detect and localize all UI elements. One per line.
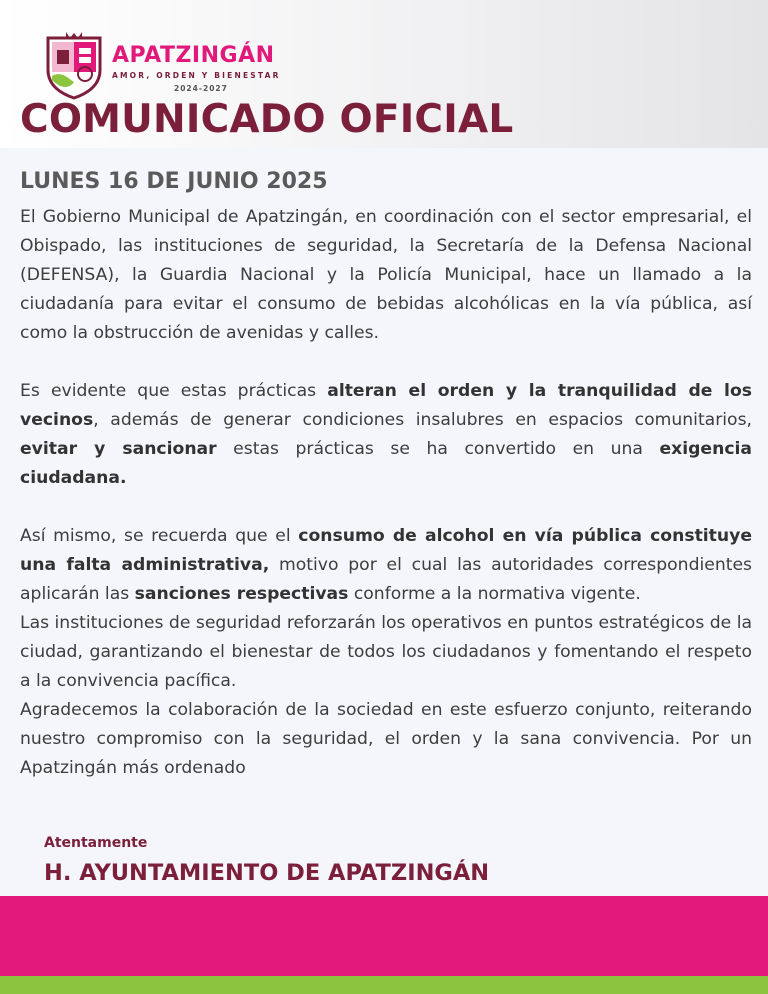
paragraph-3-bold-2: sanciones respectivas bbox=[134, 584, 349, 604]
paragraph-3-bold-1: consumo de alcohol en vía pública constituye una falta administrativa, bbox=[20, 526, 752, 575]
brand-slogan: AMOR, ORDEN Y BIENESTAR bbox=[112, 71, 281, 80]
paragraph-3-text-3: conforme a la normativa vigente. bbox=[348, 584, 641, 604]
paragraph-4: Las instituciones de seguridad reforzarán los operativos en puntos estratégicos de la ciudad, garantizando el bienestar de todos los ciudadanos y fomentando el respeto a la convivencia pacífica. bbox=[20, 613, 752, 691]
communique-date: LUNES 16 DE JUNIO 2025 bbox=[20, 169, 328, 194]
paragraph-1: El Gobierno Municipal de Apatzingán, en coordinación con el sector empresarial, el Obispado, las instituciones de seguridad, la Secretaría de la Defensa Nacional (DEFENSA), la Guardia Nacional y la Policía Municipal, hace un llamado a la ciudadanía para evitar el consumo de bebidas alcohólicas en la vía pública, así como la obstrucción de avenidas y calles. bbox=[20, 207, 752, 343]
footer-band-pink bbox=[0, 896, 768, 976]
paragraph-2-bold-3: exigencia ciudadana. bbox=[20, 439, 752, 488]
paragraph-2-text-3: estas prácticas se ha convertido en una bbox=[216, 439, 660, 459]
brand-years: 2024-2027 bbox=[174, 84, 228, 93]
communique-body bbox=[20, 203, 752, 783]
brand-block bbox=[112, 44, 292, 93]
brand-name: APATZINGÁN bbox=[112, 43, 275, 68]
paragraph-2 bbox=[20, 377, 752, 493]
signature-name: H. AYUNTAMIENTO DE APATZINGÁN bbox=[44, 860, 490, 886]
paragraph-5: Agradecemos la colaboración de la sociedad en este esfuerzo conjunto, reiterando nuestro compromiso con la seguridad, el orden y la sana convivencia. Por un Apatzingán más ordenado bbox=[20, 700, 752, 778]
paragraph-2-text-2: , además de generar condiciones insalubres en espacios comunitarios, bbox=[93, 410, 752, 430]
paragraph-3-text-2: motivo por el cual las autoridades correspondientes aplicarán las bbox=[20, 555, 752, 604]
paragraph-2-bold-1: alteran el orden y la tranquilidad de los vecinos bbox=[20, 381, 752, 430]
footer-band-green bbox=[0, 976, 768, 994]
municipal-shield-icon bbox=[44, 30, 104, 100]
paragraph-3-text-1: Así mismo, se recuerda que el bbox=[20, 526, 299, 546]
paragraph-2-text-1: Es evidente que estas prácticas bbox=[20, 381, 328, 401]
signature-closing: Atentamente bbox=[44, 835, 148, 851]
paragraph-3 bbox=[20, 522, 752, 609]
page-title: COMUNICADO OFICIAL bbox=[20, 97, 514, 142]
paragraph-2-bold-2: evitar y sancionar bbox=[20, 439, 217, 459]
